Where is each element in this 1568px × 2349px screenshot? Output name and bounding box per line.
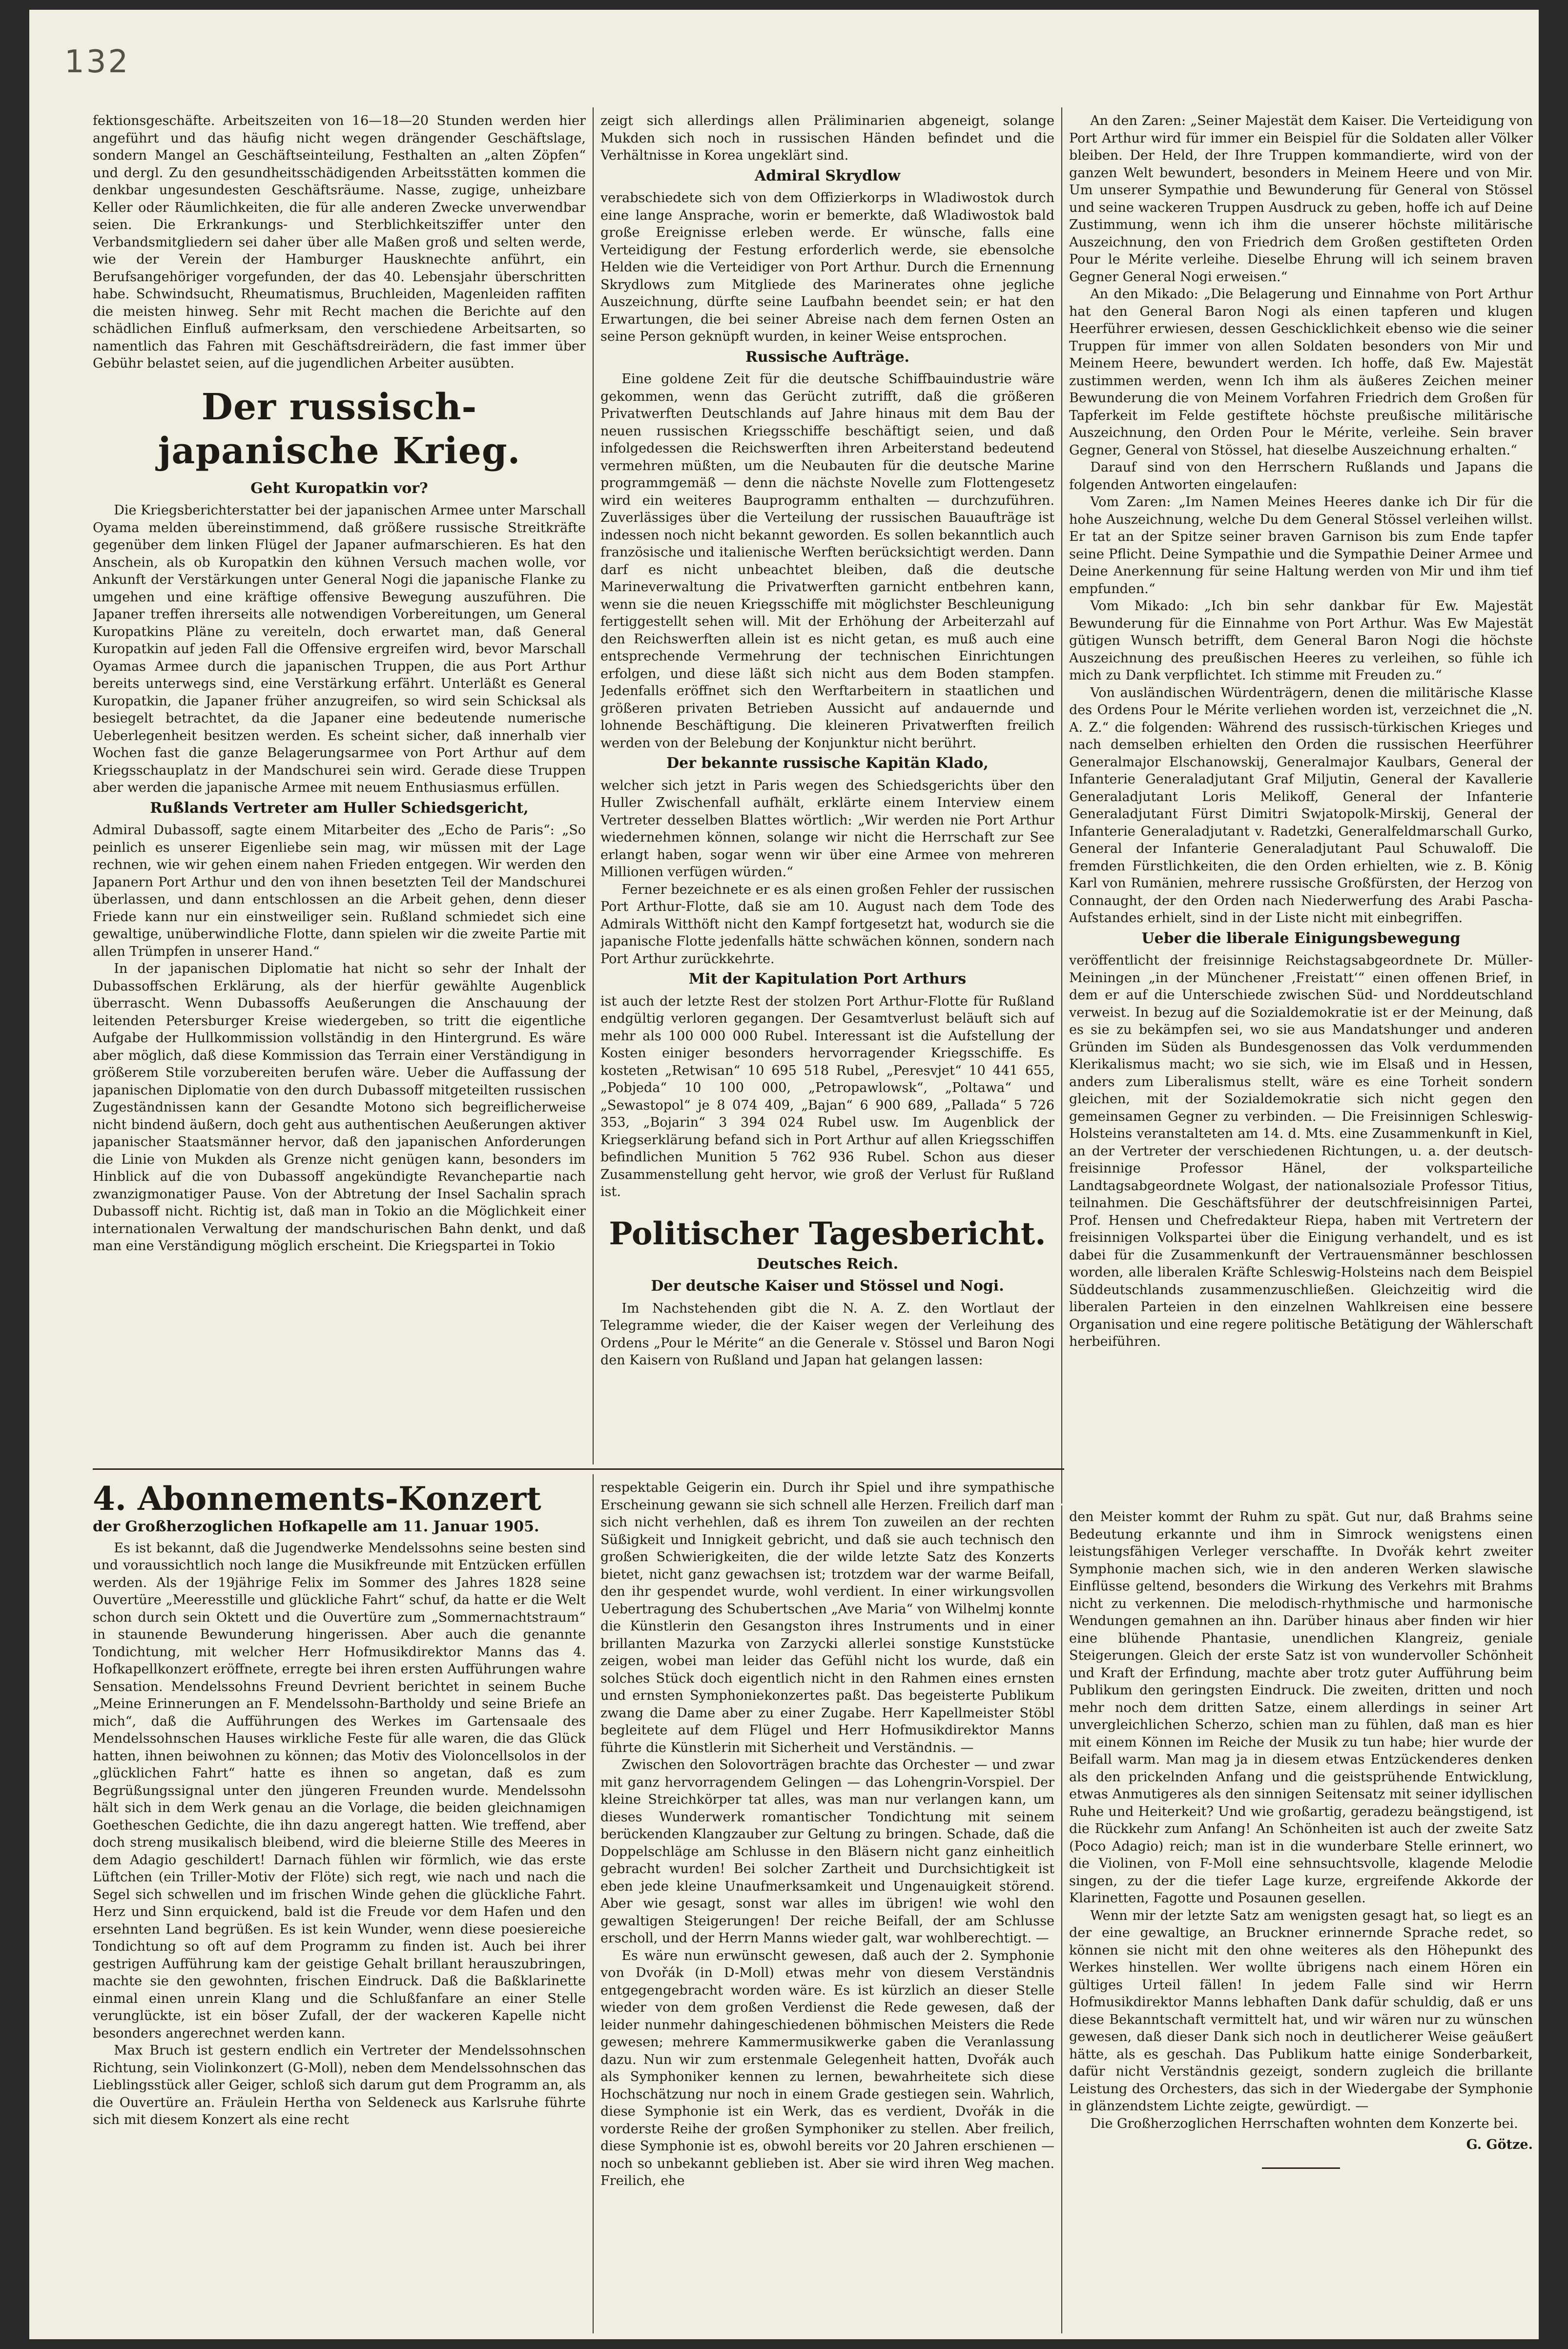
article-paragraph: Im Nachstehenden gibt die N. A. Z. den Wortlaut der Telegramme wieder, die der Kaiser wegen der Verleihung des Ordens „Pour le Mérite“ an die Generale v. Stössel und Baron Nogi den Kaisern von Rußland und Japan hat gelangen lassen:	[600, 1300, 1054, 1368]
article-paragraph: Von ausländischen Würdenträgern, denen die militärische Klasse des Ordens Pour le Mérite verliehen worden ist, verzeichnet die „N. A. Z.“ die folgenden: Während des russisch-türkischen Krieges und nach demselben erhielten den Orden die russischen Heerführer Generalmajor Elschanowskij, Generalmajor Kaulbars, General der Infanterie Generaladjutant Graf Miljutin, General der Kavallerie Generaladjutant Loris Melikoff, General der Infanterie Generaladjutant Fürst Dimitri Swjatopolk-Mirskij, General der Infanterie Generaladjutant v. Radetzki, Generalfeldmarschall Gurko, General der Infanterie Generaladjutant Paul Schuwaloff. Die fremden Fürstlichkeiten, die den Orden erhielten, wie z. B. König Karl von Rumänien, mehrere russische Großfürsten, der Herzog von Connaught, der den Orden nach Niederwerfung des Arabi Pascha-Aufstandes erhielt, sind in der Liste nicht mit einbegriffen.	[1069, 685, 1533, 926]
article-paragraph: Admiral Dubassoff, sagte einem Mitarbeiter des „Echo de Paris“: „So peinlich es unserer Eigenliebe sein mag, wir müssen mit der Lage rechnen, wie wir gehen einem nahen Frieden entgegen. Wir werden den Japanern Port Arthur und den von ihnen besetzten Teil der Mandschurei überlassen, und dann entschlossen an die Arbeit gehen, denn dieser Friede kann nur ein einstweiliger sein. Rußland schmiedet sich eine gewaltige, unüberwindliche Flotte, dann spielen wir die zweite Partie mit allen Trümpfen in unserer Hand.“	[93, 823, 586, 959]
concert-column-2	[600, 1479, 1054, 2328]
article-paragraph: veröffentlicht der freisinnige Reichstagsabgeordnete Dr. Müller-Meiningen „in der Münchener ‚Freistatt‘“ einen offenen Brief, in dem er auf die Unterschiede zwischen Süd- und Norddeutschland verweist. In bezug auf die Sozialdemokratie ist er der Meinung, daß es sie zu bekämpfen sei, wo sie aus Mandatshunger und anderen Gründen im Süden als Bundesgenossen das Volk verdummenden Klerikalismus macht; wo sie sich, wie im Elsaß und in Hessen, anders zum Liberalismus stellt, wäre es eine Torheit sondern gleichen, mit der Sozialdemokratie sich nicht gegen den gemeinsamen Gegner zu verbinden. — Die Freisinnigen Schleswig-Holsteins veranstalteten am 14. d. Mts. eine Zusammenkunft in Kiel, an der Vertreter der verschiedenen Richtungen, u. a. der deutsch-freisinnige Professor Hänel, der volksparteiliche Landtagsabgeordnete Wolgast, der nationalsoziale Professor Titius, teilnahmen. Die Geschäftsführer der deutschfreisinnigen Partei, Prof. Hensen und Chefredakteur Riepa, haben mit Vertretern der freisinnigen Volkspartei über die Einigung verhandelt, und es ist dabei für die Zusammenkunft der Vertrauensmänner beschlossen worden, alle liberalen Kräfte Schleswig-Holsteins nach dem Beispiel Süddeutschlands zusammenzuschließen. Gleichzeitig wird die liberalen Parteien in den einzelnen Wahlkreisen eine bessere Organisation und eine regere politische Betätigung der Wählerschaft herbeiführen.	[1069, 953, 1533, 1349]
column-rule	[593, 1474, 594, 2333]
headline-war: Der russisch-japanische Krieg.	[158, 386, 521, 472]
concert-title: 4. Abonnements-Konzert	[93, 1480, 541, 1518]
article-paragraph: fektionsgeschäfte. Arbeitszeiten von 16—18—20 Stunden werden hier angeführt und das häufig nicht wegen drängender Geschäftslage, sondern Mangel an Geschäftseinteilung, Festhalten an „alten Zöpfen“ und dergl. Zu den gesundheitsschädigenden Arbeitsstätten kommen die denkbar ungesundesten Geschäftsräume. Nasse, zugige, unheizbare Keller oder Räumlichkeiten, die für alle anderen Zwecke unverwendbar seien. Die Erkrankungs- und Sterblichkeitsziffer unter den Verbandsmitgliedern sei daher über alle Maßen groß und selten werde, wie der Verein der Hamburger Hausknechte anführt, ein Berufsangehöriger vorgefunden, der das 40. Lebensjahr überschritten habe. Schwindsucht, Rheumatismus, Bruchleiden, Magenleiden raffiten die meisten hinweg. Sehr mit Recht machen die Berichte auf den schädlichen Einfluß aufmerksam, den verschiedene Arbeitsarten, so namentlich das Fahren mit Geschäftsdreirädern, die fast immer über Gebühr belastet seien, auf die jugendlichen Arbeiter ausübten.	[93, 113, 586, 371]
review-paragraph: Es ist bekannt, daß die Jugendwerke Mendelssohns seine besten sind und voraussichtlich noch lange die Musikfreunde mit Entzücken erfüllen werden. Als der 19jährige Felix im Sommer des Jahres 1828 seine Ouvertüre „Meeresstille und glückliche Fahrt“ schuf, da hatte er die Welt schon durch sein Oktett und die Ouvertüre zum „Sommernachtstraum“ in staunende Bewunderung hingerissen. Aber auch die genannte Tondichtung, mit welcher Herr Hofmusikdirektor Manns das 4. Hofkapellkonzert eröffnete, erregte bei ihren ersten Aufführungen wahre Sensation. Mendelssohns Freund Devrient berichtet in seinem Buche „Meine Erinnerungen an F. Mendelssohn-Bartholdy und seine Briefe an mich“, daß die Aufführungen des Werkes im Gartensaale des Mendelssohnschen Hauses wirkliche Feste für alle waren, die das Glück hatten, ihnen beiwohnen zu können; das Motiv des Violoncellsolos in der „glücklichen Fahrt“ hatte es ihnen so angetan, daß es zum Begrüßungssignal unter den jüngeren Freunden wurde. Mendelssohn hält sich in dem Werk genau an die Vorlage, die beiden gleichnamigen Goetheschen Gedichte, die ihn dazu angeregt hatten. Wie treffend, aber doch streng musikalisch bleibend, wird die bleierne Stille des Meeres in dem Adagio geschildert! Darnach fühlen wir förmlich, wie das erste Lüftchen (ein Triller-Motiv der Flöte) sich regt, wie nach und nach die Segel sich schwellen und im frischen Winde gehen die glückliche Fahrt. Herz und Sinn erquickend, bald ist die Freude vor dem Hafen und den ersehnten Land begrüßen. Es ist kein Wunder, wenn diese poesiereiche Tondichtung so oft auf dem Programm zu finden ist. Auch bei ihrer gestrigen Aufführung kam der geistige Gehalt brillant herauszubringen, machte sie den gewohnten, frischen Eindruck. Daß die Baßklarinette einmal einen unrein Klang und die Schlußfanfare an einer Stelle verunglückte, ist ein böser Zufall, der der wackeren Kapelle nicht besonders angerechnet werden kann.	[93, 1540, 586, 2041]
column-2	[600, 112, 1054, 1460]
column-rule	[1061, 107, 1062, 1504]
concert-column-3	[1069, 1508, 1533, 2328]
subheading: Rußlands Vertreter am Huller Schiedsgericht,	[150, 799, 529, 817]
signature: G. Götze.	[1466, 2137, 1533, 2152]
review-paragraph: Wenn mir der letzte Satz am wenigsten gesagt hat, so liegt es an der eine gewaltige, an Bruckner erinnernde Sprache redet, so können sie nicht mit den ohne weiteres als den Höhepunkt des Werkes hinstellen. Wer wollte übrigens nach einem Hören ein gültiges Urteil fällen! In jedem Falle sind wir Herrn Hofmusikdirektor Manns lebhaften Dank dafür schuldig, daß er uns diese Bekanntschaft vermittelt hat, und wir wären nur zu wünschen gewesen, daß dieser Dank sich noch in deutlicherer Weise geäußert hätte, als es geschah. Das Publikum hatte einige Sonderbarkeit, dafür nicht Verständnis gezeigt, sondern zugleich die brillante Leistung des Orchesters, das sich in der Wiedergabe der Symphonie in glänzendstem Lichte zeigte, gewürdigt. —	[1069, 1908, 1533, 2114]
column-3	[1069, 112, 1533, 1499]
subheading: Deutsches Reich.	[756, 1255, 899, 1273]
article-paragraph: An den Mikado: „Die Belagerung und Einnahme von Port Arthur hat den General Baron Nogi als einen tapferen und klugen Heerführer erwiesen, dessen Geschicklichkeit ebenso wie die seiner Truppen für immer von allen Soldaten besonders von Mir und Meinem Heere, bewundert werden. Ich hoffe, daß Ew. Majestät zustimmen werden, wenn Ich ihm als äußeres Zeichen meiner Bewunderung die von Meinem Vorfahren Friedrich dem Großen für Tapferkeit im Felde gestiftete höchste preußische militärische Auszeichnung, den Orden Pour le Mérite, verleihe. Sein braver Gegner, General von Stössel, hat dieselbe Auszeichnung erhalten.“	[1069, 287, 1533, 458]
subheading: Der deutsche Kaiser und Stössel und Nogi.	[651, 1278, 1004, 1295]
review-paragraph: Zwischen den Solovorträgen brachte das Orchester — und zwar mit ganz hervorragendem Gelingen — das Lohengrin-Vorspiel. Der kleine Streichkörper tat alles, was man nur verlangen kann, um dieses Wunderwerk romantischer Tondichtung mit seinem berückenden Klangzauber zur Geltung zu bringen. Schade, daß die Doppelschläge am Schlusse in den Bläsern nicht ganz einheitlich gebracht wurden! Bei solcher Zartheit und Durchsichtigkeit ist eben jede kleine Unaufmerksamkeit und Ungenauigkeit störend. Aber wie gesagt, sonst war alles im übrigen! wie wohl den gewaltigen Steigerungen! Der reiche Beifall, der am Schlusse erscholl, und der Herrn Manns wieder galt, war wohlberechtigt. —	[600, 1757, 1054, 1946]
article-paragraph: welcher sich jetzt in Paris wegen des Schiedsgerichts über den Huller Zwischenfall aufhält, erklärte einem Interview einem Vertreter desselben Blattes wörtlich: „Wir werden nie Port Arthur wiedernehmen können, solange wir nicht die Herrschaft zur See erlangt haben, sogar wenn wir über eine Armee von mehreren Millionen verfügen würden.“	[600, 778, 1054, 880]
concert-column-1	[93, 1479, 586, 2328]
review-paragraph: respektable Geigerin ein. Durch ihr Spiel und ihre sympathische Erscheinung gewann sie sich schnell alle Herzen. Freilich darf man sich nicht verhehlen, daß es ihrem Ton zuweilen an der rechten Süßigkeit und Innigkeit gebricht, und daß sie auch technisch den großen Schwierigkeiten, die der wilde letzte Satz des Konzerts bietet, nicht ganz gewachsen ist; trotzdem war der warme Beifall, den ihr gespendet wurde, wohl verdient. In einer wirkungsvollen Uebertragung des Schubertschen „Ave Maria“ von Wilhelmj konnte die Künstlerin den Gesangston ihres Instruments und in einer brillanten Mazurka von Zarzycki allerlei sonstige Kunststücke zeigen, wobei man leider das Gefühl nicht los wurde, daß ein solches Stück doch eigentlich nicht in den Rahmen eines ernsten und ernsten Symphoniekonzertes paßt. Das begeisterte Publikum zwang die Dame aber zu einer Zugabe. Herr Kapellmeister Stöbl begleitete auf dem Flügel und Herr Hofmusikdirektor Manns führte die Künstlerin mit Sicherheit und Verständnis. —	[600, 1480, 1054, 1755]
article-paragraph: Eine goldene Zeit für die deutsche Schiffbauindustrie wäre gekommen, wenn das Gerücht zutrifft, daß die größeren Privatwerften Deutschlands auf Jahre hinaus mit dem Bau der neuen russischen Kriegsschiffe beschäftigt seien, und daß infolgedessen die Reichswerften ihren Arbeiterstand bedeutend vermehren müßten, um die Neubauten für die deutsche Marine programmgemäß — denn die nächste Novelle zum Flottengesetz wird ein weiteres Bauprogramm enthalten — durchzuführen. Zuverlässiges über die Verteilung der russischen Bauaufträge ist indessen noch nicht bekannt geworden. Es sollen bekanntlich auch französische und italienische Werften berücksichtigt werden. Dann darf es nicht unbeachtet bleiben, daß die deutsche Marineverwaltung die Privatwerften garnicht entbehren kann, wenn sie die neuen Kriegsschiffe mit möglichster Beschleunigung fertiggestellt sehen will. Mit der Erhöhung der Arbeiterzahl auf den Reichswerften allein ist es nicht getan, es muß auch eine entsprechende Vermehrung der technischen Einrichtungen erfolgen, und diese läßt sich nicht aus dem Boden stampfen. Jedenfalls eröffnet sich den Werftarbeitern in staatlichen und größeren privaten Betrieben Aussicht auf andauernde und lohnende Beschäftigung. Die kleineren Privatwerften freilich werden von der Belebung der Konjunktur nicht berührt.	[600, 371, 1054, 751]
article-paragraph: Darauf sind von den Herrschern Rußlands und Japans die folgenden Antworten eingelaufen:	[1069, 460, 1533, 493]
page-number: 132	[64, 44, 130, 80]
review-paragraph: Max Bruch ist gestern endlich ein Vertreter der Mendelssohnschen Richtung, sein Violinkonzert (G-Moll), neben dem Mendelssohnschen das Lieblingsstück aller Geiger, schloß sich darum gut dem Programm an, als die Ouvertüre an. Fräulein Hertha von Seldeneck aus Karlsruhe führte sich mit diesem Konzert als eine recht	[93, 2043, 586, 2127]
article-paragraph: Vom Mikado: „Ich bin sehr dankbar für Ew. Majestät Bewunderung für die Einnahme von Port Arthur. Was Ew Majestät gütigen Wunsch betrifft, dem General Baron Nogi die höchste Auszeichnung des preußischen Heeres zu verleihen, so fühle ich mich zu Dank verpflichtet. Ich stimme mit Freuden zu.“	[1069, 598, 1533, 683]
review-paragraph: Die Großherzoglichen Herrschaften wohnten dem Konzerte bei.	[1090, 2116, 1518, 2131]
review-paragraph: Es wäre nun erwünscht gewesen, daß auch der 2. Symphonie von Dvořák (in D-Moll) etwas mehr von diesem Verständnis entgegengebracht worden wäre. Es ist kürzlich an dieser Stelle wieder von dem großen Verdienst die Rede gewesen, daß der leider nunmehr dahingeschiedenen böhmischen Meisters die Rede gewesen; mehrere Kammermusikwerke gaben die Veranlassung dazu. Nun wir zum erstenmale Gelegenheit hatten, Dvořák auch als Symphoniker kennen zu lernen, bewahrheitete sich diese Hochschätzung nur noch in einem Grade gestiegen sein. Wahrlich, diese Symphonie ist ein Werk, das es verdient, Dvořák in die vorderste Reihe der großen Symphoniker zu stellen. Aber freilich, diese Symphonie ist es, obwohl bereits vor 20 Jahren erschienen — noch so unbekannt geblieben ist. Aber sie wird ihren Weg machen. Freilich, ehe	[600, 1948, 1054, 2188]
article-paragraph: An den Zaren: „Seiner Majestät dem Kaiser. Die Verteidigung von Port Arthur wird für immer ein Beispiel für die Soldaten aller Völker bleiben. Der Held, der Ihre Truppen kommandierte, wird von der ganzen Welt bewundert, besonders in Meinem Heere und von Mir. Um unserer Sympathie und Bewunderung für General von Stössel und seine wackeren Truppen Ausdruck zu geben, hoffe ich auf Deine Zustimmung, wenn ich ihm die unserer höchste militärische Auszeichnung, den von Friedrich dem Großen gestifteten Orden Pour le Mérite verleihe. Dieselbe Ehrung will ich seinem braven Gegner General Nogi erweisen.“	[1069, 113, 1533, 285]
review-paragraph: den Meister kommt der Ruhm zu spät. Gut nur, daß Brahms seine Bedeutung erkannte und ihm in Simrock wenigstens einen leistungsfähigen Verleger verschaffte. In Dvořák kehrt zweiter Symphonie machen sich, wie in den anderen Werken slawische Einflüsse geltend, besonders die Wirkung des Verkehrs mit Brahms nicht zu verkennen. Die melodisch-rhythmische und harmonische Wendungen gemahnen an ihn. Darüber hinaus aber finden wir hier eine blühende Phantasie, unendlichen Klangreiz, geniale Steigerungen. Gleich der erste Satz ist von wundervoller Schönheit und Kraft der Erfindung, machte aber trotz guter Aufführung beim Publikum den geringsten Eindruck. Die zweiten, dritten und noch mehr noch dem dritten Satze, einem allerdings in seiner Art unvergleichlichen Scherzo, schien man zu fühlen, daß man es hier mit einem Können im Reiche der Musik zu tun habe; hier wurde der Beifall warm. Man mag ja in diesem etwas Entzückenderes denken als den prickelnden Anfang und die geistsprühende Entwicklung, etwas Anmutigeres als den sinnigen Seitensatz mit seiner idyllischen Ruhe und Heiterkeit? Und wie großartig, geradezu beängstigend, ist die Rückkehr zum Anfang! An Schönheiten ist auch der zweite Satz (Poco Adagio) reich; man ist in die wunderbare Stelle erinnert, wo die Violinen, von F-Moll eine sehnsuchtsvolle, klagende Melodie singen, zu der die tiefer Lage kurze, ergreifende Akkorde der Klarinetten, Fagotte und Posaunen gesellen.	[1069, 1509, 1533, 1906]
article-paragraph: Ferner bezeichnete er es als einen großen Fehler der russischen Port Arthur-Flotte, daß sie am 10. August nach dem Tode des Admirals Witthöft nicht den Kampf fortgesetzt hat, wodurch sie die japanische Flotte jedenfalls hätte schwächen können, sondern nach Port Arthur zurückkehrte.	[600, 882, 1054, 967]
section-rule	[93, 1468, 1064, 1470]
article-paragraph: verabschiedete sich von dem Offizierkorps in Wladiwostok durch eine lange Ansprache, worin er bemerkte, daß Wladiwostok bald große Ereignisse erleben werde. Er wünsche, falls eine Verteidigung der Festung erforderlich werde, sie ebensolche Helden wie die Verteidiger von Port Arthur. Durch die Ernennung Skrydlows zum Mitgliede des Marinerates ohne jegliche Auszeichnung, dürfte seine Laufbahn beendet sein; er hat den Erwartungen, die bei seiner Abreise nach dem fernen Osten an seine Person geknüpft wurden, in keiner Weise entsprochen.	[600, 190, 1054, 344]
newspaper-page	[29, 10, 1539, 2339]
subheading: Admiral Skrydlow	[754, 167, 901, 185]
concert-subtitle: der Großherzoglichen Hofkapelle am 11. Januar 1905.	[93, 1518, 539, 1535]
subheading: Der bekannte russische Kapitän Klado,	[666, 755, 989, 772]
column-rule	[593, 107, 594, 1464]
subheading: Russische Aufträge.	[745, 348, 910, 366]
end-rule	[1262, 2167, 1340, 2169]
column-rule	[1061, 1505, 1062, 2333]
subheading: Mit der Kapitulation Port Arthurs	[688, 970, 967, 988]
subheading: Ueber die liberale Einigungsbewegung	[1141, 929, 1461, 947]
article-paragraph: zeigt sich allerdings allen Präliminarien abgeneigt, solange Mukden sich noch in russischen Händen befindet und die Verhältnisse in Korea ungeklärt sind.	[600, 113, 1054, 163]
article-paragraph: Die Kriegsberichterstatter bei der japanischen Armee unter Marschall Oyama melden übereinstimmend, daß größere russische Streitkräfte gegenüber dem linken Flügel der Japaner aufmarschieren. Es hat den Anschein, als ob Kuropatkin den kühnen Versuch machen wolle, vor Ankunft der Verstärkungen unter General Nogi die japanische Flanke zu umgehen und eine kräftige offensive Bewegung auszuführen. Die Japaner treffen ihrerseits alle notwendigen Vorbereitungen, um General Kuropatkins Pläne zu vereiteln, doch erwartet man, daß General Kuropatkin auf jeden Fall die Offensive ergreifen wird, bevor Marschall Oyamas Armee durch die japanischen Truppen, die aus Port Arthur bereits unterwegs sind, eine Verstärkung erfährt. Unterläßt es General Kuropatkin, die Japaner früher anzugreifen, so wird sein Schicksal als besiegelt betrachtet, da die Japaner eine bedeutende numerische Ueberlegenheit besitzen werden. Es scheint sicher, daß innerhalb vier Wochen fast die ganze Belagerungsarmee von Port Arthur auf dem Kriegsschauplatz in der Mandschurei sein wird. Gerade diese Truppen aber werden die japanische Armee mit neuem Enthusiasmus erfüllen.	[93, 503, 586, 795]
article-paragraph: In der japanischen Diplomatie hat nicht so sehr der Inhalt der Dubassoffschen Erklärung, als der hierfür gewählte Augenblick überrascht. Wenn Dubassoffs Aeußerungen die Anschauung der leitenden Petersburger Kreise wiedergeben, so tritt die eigentliche Aufgabe der Hullkommission vollständig in den Hintergrund. Es wäre aber möglich, daß diese Kommission das Terrain einer Verständigung in größerem Stile vorzubereiten berufen wäre. Ueber die Auffassung der japanischen Diplomatie von den durch Dubassoff mitgeteilten russischen Zugeständnissen kann der Gesandte Motono sich begreiflicherweise nicht bindend äußern, doch geht aus authentischen Aeußerungen aktiver japanischer Staatsmänner hervor, daß den japanischen Anforderungen die Linie von Mukden als Grenze nicht genügen kann, besonders im Hinblick auf die von Dubassoff angekündigte Revanchepartie nach zwanzigmonatiger Pause. Von der Abtretung der Insel Sachalin sprach Dubassoff nicht. Richtig ist, daß man in Tokio an die Möglichkeit einer internationalen Verwaltung der mandschurischen Bahn denkt, und daß man eine Verständigung möglich erscheint. Die Kriegspartei in Tokio	[93, 961, 586, 1254]
article-paragraph: Vom Zaren: „Im Namen Meines Heeres danke ich Dir für die hohe Auszeichnung, welche Du dem General Stössel verleihen willst. Er tat an der Spitze seiner braven Garnison bis zum Ende tapfer seine Pflicht. Deine Sympathie und die Sympathie Deiner Armee und Deine Anerkennung für seine Haltung werden von Mir und ihm tief empfunden.“	[1069, 495, 1533, 597]
article-paragraph: ist auch der letzte Rest der stolzen Port Arthur-Flotte für Rußland endgültig verloren gegangen. Der Gesamtverlust beläuft sich auf mehr als 100 000 000 Rubel. Interessant ist die Aufstellung der Kosten einiger besonders hervorragender Kriegsschiffe. Es kosteten „Retwisan“ 10 695 518 Rubel, „Peresvjet“ 10 441 655, „Pobjeda“ 10 100 000, „Petropawlowsk“, „Poltawa“ und „Sewastopol“ je 8 074 409, „Bajan“ 6 900 689, „Pallada“ 5 726 353, „Bojarin“ 3 394 024 Rubel usw. Im Augenblick der Kriegserklärung befand sich in Port Arthur auf allen Kriegsschiffen befindlichen Munition 5 762 936 Rubel. Schon aus dieser Zusammenstellung geht hervor, wie groß der Verlust für Rußland ist.	[600, 993, 1054, 1199]
headline-politics: Politischer Tagesbericht.	[609, 1215, 1046, 1252]
column-1	[93, 112, 586, 1460]
subheading: Geht Kuropatkin vor?	[250, 479, 428, 497]
